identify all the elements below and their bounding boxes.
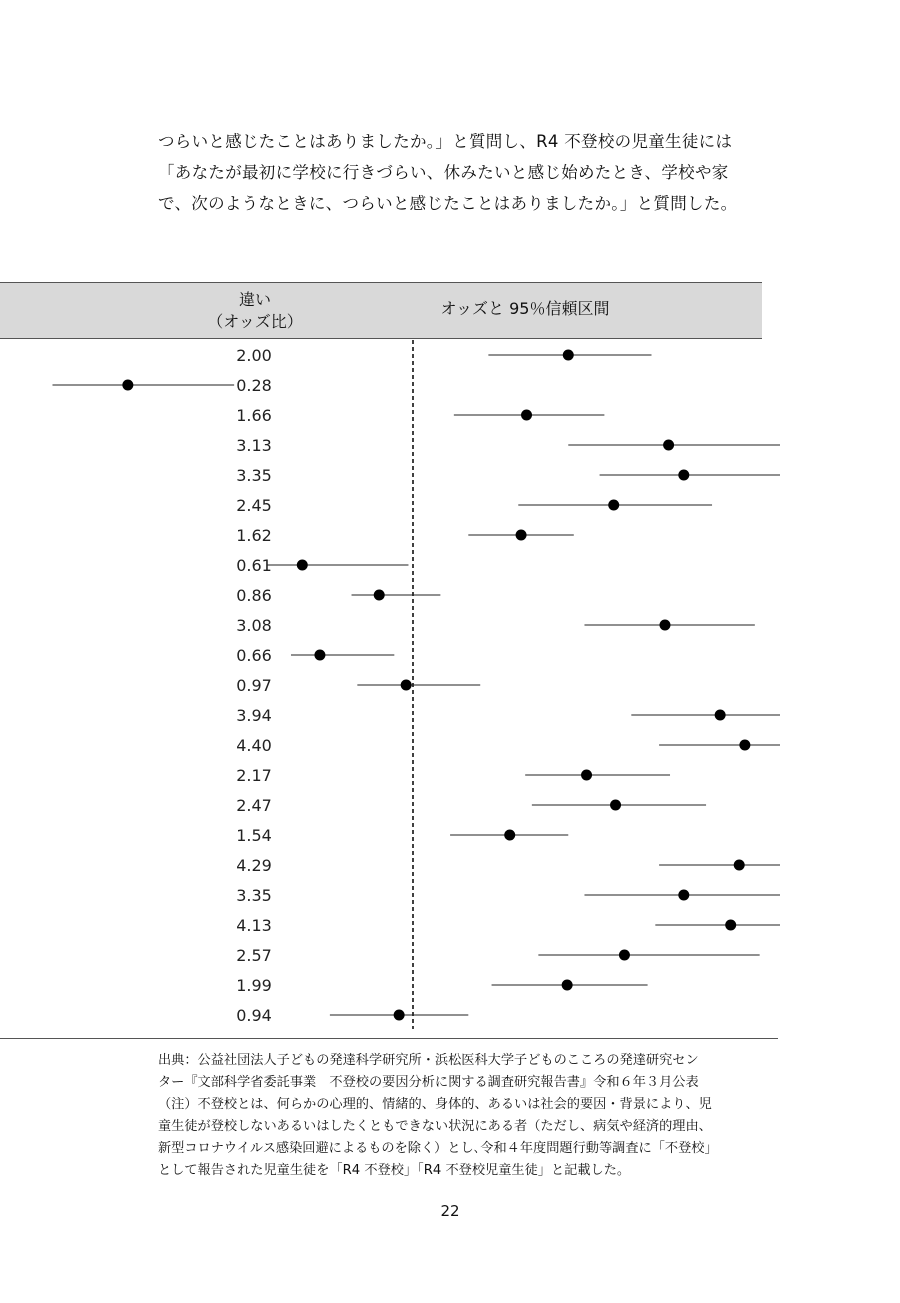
odds-ratio-label: 2.45 xyxy=(236,496,272,515)
odds-ratio-label: 1.54 xyxy=(236,826,272,845)
odds-ratio-label: 4.40 xyxy=(236,736,272,755)
odds-ratio-point xyxy=(504,830,515,841)
odds-ratio-point xyxy=(563,350,574,361)
odds-ratio-label: 3.13 xyxy=(236,436,272,455)
odds-ratio-label: 0.86 xyxy=(236,586,272,605)
odds-ratio-point xyxy=(401,680,412,691)
table-bottom-rule xyxy=(0,1038,778,1039)
odds-ratio-label: 0.94 xyxy=(236,1006,272,1025)
odds-ratio-label: 1.99 xyxy=(236,976,272,995)
odds-ratio-label: 2.57 xyxy=(236,946,272,965)
odds-ratio-label: 0.97 xyxy=(236,676,272,695)
odds-ratio-header-line2: （オッズ比） xyxy=(207,312,303,331)
odds-ratio-label: 0.61 xyxy=(236,556,272,575)
odds-ratio-point xyxy=(394,1010,405,1021)
odds-ratio-point xyxy=(715,710,726,721)
odds-ratio-point xyxy=(297,560,308,571)
forest-plot xyxy=(0,338,780,1038)
odds-ratio-point xyxy=(122,380,133,391)
intro-text xyxy=(158,126,778,219)
odds-ratio-label: 1.66 xyxy=(236,406,272,425)
source-line: 新型コロナウイルス感染回避によるものを除く）とし､令和４年度問題行動等調査に「不登校」 xyxy=(158,1141,718,1156)
odds-ratio-label: 3.94 xyxy=(236,706,272,725)
odds-ratio-header-line1: 違い xyxy=(238,290,271,309)
source-line: ター『文部科学省委託事業 不登校の要因分析に関する調査研究報告書』令和６年３月公表 xyxy=(158,1075,699,1090)
odds-ratio-point xyxy=(610,800,621,811)
odds-ratio-point xyxy=(619,950,630,961)
odds-ratio-label: 3.35 xyxy=(236,466,272,485)
intro-line: で、次のようなときに、つらいと感じたことはありましたか。」と質問した。 xyxy=(158,194,738,213)
odds-ratio-column-header xyxy=(200,289,310,333)
page-number: 22 xyxy=(440,1202,460,1220)
odds-ratio-point xyxy=(581,770,592,781)
source-line: として報告された児童生徒を「R4 不登校」「R4 不登校児童生徒」と記載した。 xyxy=(158,1163,631,1178)
source-line: 童生徒が登校しないあるいはしたくともできない状況にある者（ただし、病気や経済的理由、 xyxy=(158,1119,712,1134)
odds-ratio-label: 1.62 xyxy=(236,526,272,545)
ci-column-header: オッズと 95％信頼区間 xyxy=(440,299,610,318)
source-note xyxy=(158,1050,798,1182)
odds-ratio-point xyxy=(663,440,674,451)
odds-ratio-label: 2.47 xyxy=(236,796,272,815)
odds-ratio-point xyxy=(734,860,745,871)
odds-ratio-point xyxy=(678,890,689,901)
odds-ratio-label: 0.28 xyxy=(236,376,272,395)
odds-ratio-point xyxy=(608,500,619,511)
source-line: （注）不登校とは、何らかの心理的、情緒的、身体的、あるいは社会的要因・背景により、児 xyxy=(158,1097,712,1112)
odds-ratio-label: 4.13 xyxy=(236,916,272,935)
intro-line: 「あなたが最初に学校に行きづらい、休みたいと感じ始めたとき、学校や家 xyxy=(158,163,729,182)
odds-ratio-point xyxy=(521,410,532,421)
intro-line: つらいと感じたことはありましたか。」と質問し、R4 不登校の児童生徒には xyxy=(158,132,733,151)
source-line: 出典：公益社団法人子どもの発達科学研究所・浜松医科大学子どものこころの発達研究セン xyxy=(158,1053,699,1068)
odds-ratio-point xyxy=(739,740,750,751)
odds-ratio-point xyxy=(374,590,385,601)
odds-ratio-point xyxy=(516,530,527,541)
odds-ratio-point xyxy=(678,470,689,481)
odds-ratio-label: 0.66 xyxy=(236,646,272,665)
odds-ratio-label: 3.35 xyxy=(236,886,272,905)
odds-ratio-label: 2.17 xyxy=(236,766,272,785)
odds-ratio-point xyxy=(562,980,573,991)
odds-ratio-point xyxy=(314,650,325,661)
odds-ratio-label: 3.08 xyxy=(236,616,272,635)
odds-ratio-label: 4.29 xyxy=(236,856,272,875)
odds-ratio-point xyxy=(659,620,670,631)
odds-ratio-point xyxy=(725,920,736,931)
odds-ratio-label: 2.00 xyxy=(236,346,272,365)
